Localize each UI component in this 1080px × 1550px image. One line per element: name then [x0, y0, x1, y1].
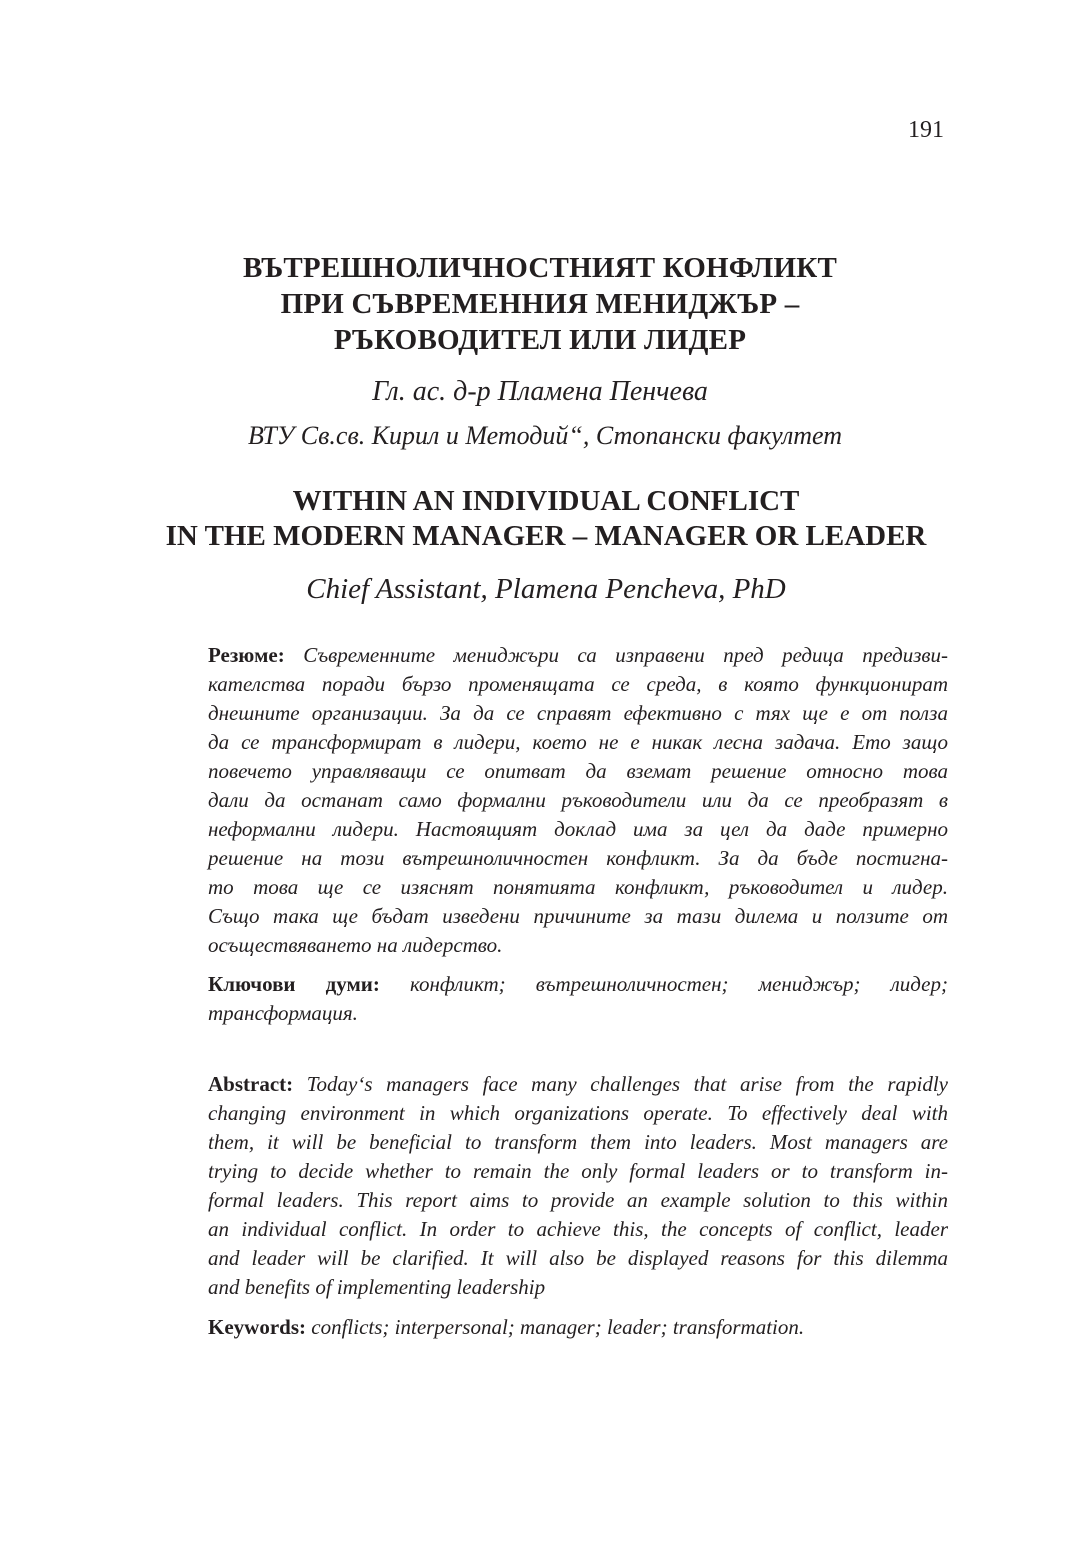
title-english-line: IN THE MODERN MANAGER – MANAGER OR LEADER: [165, 520, 927, 552]
summary-line: да се трансформират в лидери, което не е никак лесна задача. Ето защо: [208, 730, 948, 754]
abstract-line: changing environment in which organizations operate. To effectively deal with: [208, 1101, 948, 1125]
abstract-line: trying to decide whether to remain the only formal leaders or to transform in-: [208, 1159, 948, 1183]
keywords-bulgarian-line: конфликт; вътрешноличностен; мениджър; лидер;: [409, 972, 948, 996]
summary-line: кателства поради бързо променящата се среда, в която функционират: [208, 672, 948, 696]
abstract-line: and benefits of implementing leadership: [208, 1275, 546, 1299]
title-bulgarian: [0, 250, 1080, 358]
summary-line: то това ще се изяснят понятията конфликт, ръководител и лидер.: [208, 875, 948, 899]
summary-line: Също така ще бъдат изведени причините за тази дилема и ползите от: [208, 904, 948, 928]
keywords-english-label: Keywords:: [208, 1315, 306, 1339]
title-english-line: WITHIN AN INDIVIDUAL CONFLICT: [292, 485, 800, 517]
title-bulgarian-line: РЪКОВОДИТЕЛ ИЛИ ЛИДЕР: [333, 324, 747, 356]
author-english: Chief Assistant, Plamena Pencheva, PhD: [306, 573, 786, 605]
affiliation-bulgarian: ВТУ Св.св. Кирил и Методий“, Стопански факултет: [247, 421, 843, 450]
summary-bulgarian: [208, 641, 948, 960]
keywords-bulgarian-label: Ключови думи:: [208, 972, 380, 996]
author-bulgarian: Гл. ас. д-р Пламена Пенчева: [372, 376, 708, 407]
keywords-bulgarian: [208, 970, 948, 1028]
title-bulgarian-line: ПРИ СЪВРЕМЕННИЯ МЕНИДЖЪР –: [280, 288, 800, 320]
summary-line: осъществяването на лидерство.: [208, 933, 503, 957]
page-number: 191: [908, 117, 944, 143]
title-bulgarian-line: ВЪТРЕШНОЛИЧНОСТНИЯТ КОНФЛИКТ: [242, 252, 838, 284]
abstract-english: [208, 1070, 948, 1302]
summary-line: повечето управляващи се опитват да вземат решение относно това: [208, 759, 948, 783]
title-english: [0, 484, 1080, 554]
summary-label: Резюме:: [208, 643, 285, 667]
summary-line: Съвременните мениджъри са изправени пред редица предизви-: [303, 643, 948, 667]
summary-line: днешните организации. За да се справят ефективно с тях ще е от полза: [208, 701, 948, 725]
abstract-label: Abstract:: [208, 1072, 294, 1096]
summary-line: дали да останат само формални ръководители или да се преобразят в: [208, 788, 948, 812]
abstract-line: formal leaders. This report aims to provide an example solution to this within: [208, 1188, 948, 1212]
abstract-line: an individual conflict. In order to achieve this, the concepts of conflict, leader: [208, 1217, 948, 1241]
abstract-line: and leader will be clarified. It will also be displayed reasons for this dilemma: [208, 1246, 948, 1270]
abstract-line: them, it will be beneficial to transform them into leaders. Most managers are: [208, 1130, 948, 1154]
abstract-line: Today‘s managers face many challenges that arise from the rapidly: [306, 1072, 949, 1096]
summary-line: решение на този вътрешноличностен конфликт. За да бъде постигна-: [208, 846, 948, 870]
summary-line: неформални лидери. Настоящият доклад има за цел да даде примерно: [208, 817, 948, 841]
keywords-english-text: conflicts; interpersonal; manager; leader; transformation.: [311, 1315, 805, 1339]
keywords-bulgarian-line: трансформация.: [208, 1001, 358, 1025]
keywords-english: [208, 1313, 948, 1342]
